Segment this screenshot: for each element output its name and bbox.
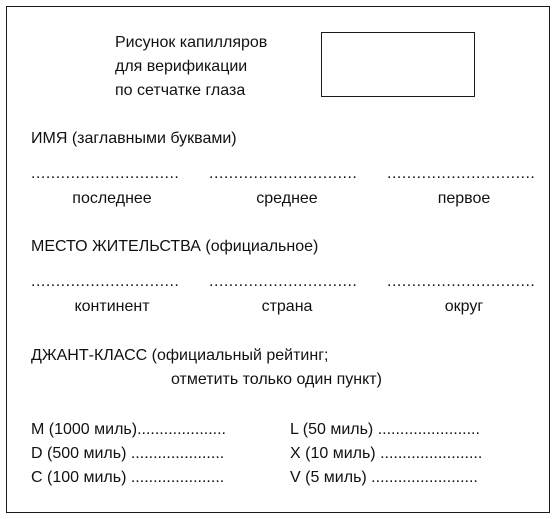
residence-continent-field[interactable]: ..............................: [31, 273, 180, 290]
residence-country-field[interactable]: ..............................: [209, 273, 358, 290]
residence-section-title: МЕСТО ЖИТЕЛЬСТВА (официальное): [31, 238, 319, 255]
class-section-title-line-2: отметить только один пункт): [171, 371, 382, 388]
retina-caption-line-2: для верификации: [115, 58, 248, 75]
class-option-d[interactable]: D (500 миль) .....................: [31, 445, 225, 462]
residence-district-label: округ: [444, 298, 484, 315]
class-option-m[interactable]: M (1000 миль)....................: [31, 421, 226, 438]
retina-caption: [115, 31, 267, 103]
application-form: [6, 6, 550, 513]
name-section-title: ИМЯ (заглавными буквами): [31, 130, 237, 147]
retina-caption-line-3: по сетчатке глаза: [115, 82, 246, 99]
name-middle-label: среднее: [256, 190, 318, 207]
name-last-label: последнее: [72, 190, 152, 207]
retina-caption-line-1: Рисунок капилляров: [115, 34, 268, 51]
residence-country-label: страна: [261, 298, 313, 315]
class-section-title-line-1: ДЖАНТ-КЛАСС (официальный рейтинг;: [31, 347, 329, 364]
name-middle-field[interactable]: ..............................: [209, 165, 358, 182]
class-option-x[interactable]: X (10 миль) .......................: [290, 445, 483, 462]
class-option-c[interactable]: C (100 миль) .....................: [31, 469, 225, 486]
class-option-v[interactable]: V (5 миль) ........................: [290, 469, 478, 486]
name-first-field[interactable]: ..............................: [387, 165, 536, 182]
retina-image-box: [321, 32, 475, 97]
residence-district-field[interactable]: ..............................: [387, 273, 536, 290]
class-option-l[interactable]: L (50 миль) .......................: [290, 421, 480, 438]
name-last-field[interactable]: ..............................: [31, 165, 180, 182]
name-first-label: первое: [437, 190, 491, 207]
residence-continent-label: континент: [74, 298, 150, 315]
